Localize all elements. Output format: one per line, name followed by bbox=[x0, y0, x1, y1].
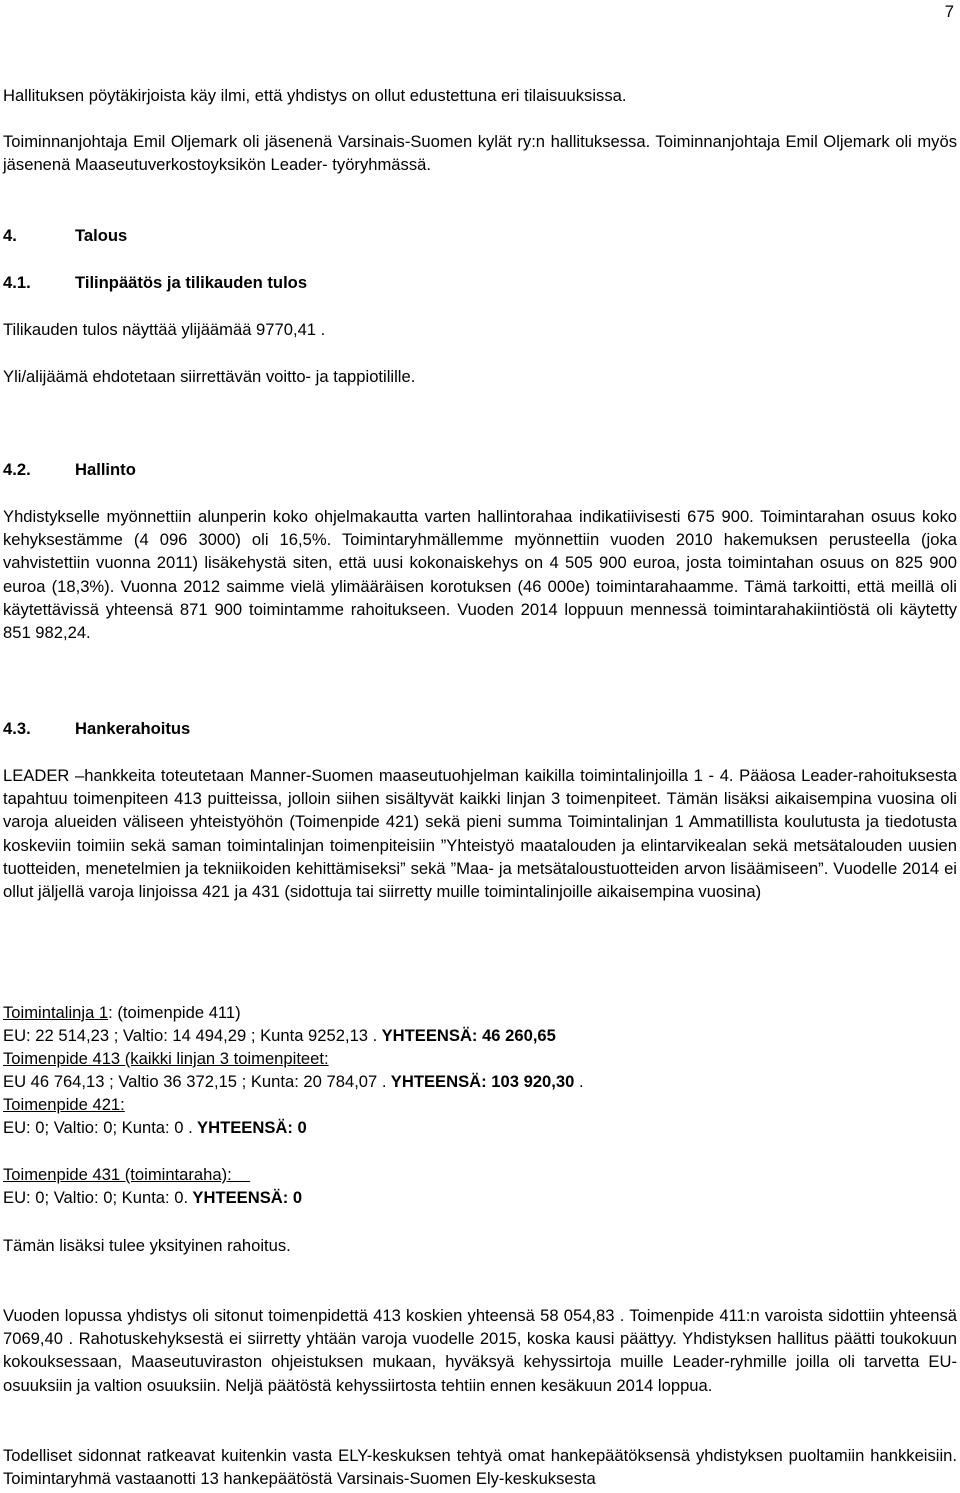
measure-413-heading: Toimenpide 413 (kaikki linjan 3 toimenpiteet: bbox=[3, 1049, 329, 1068]
measure-421-amounts: EU: 0; Valtio: 0; Kunta: 0 . bbox=[3, 1118, 193, 1137]
administration-paragraph: Yhdistykselle myönnettiin alunperin koko ohjelmakautta varten hallintorahaa indikatiivisesti 675 900. Toimintarahan osuus koko kehyksestämme (4 096 3000) oli 16,5%. Toimintaryhmällemme myönnettiin vuoden 2010 hakemuksen perusteella (joka vahvistettiin vuonna 2011) lisäkehystä siten, että uusi kokonaiskehys on 4 505 900 euroa, josta toimintahan osuus on 825 900 euroa (18,3%). Vuonna 2012 saimme vielä ylimääräisen korotuksen (46 000e) toimintarahaamme. Tämä tarkoitti, että meillä oli käytettävissä yhteensä 871 900 toimintamme rahoitukseen. Vuoden 2014 loppuun mennessä toimintarahakiintiöstä oli käytetty 851 982,24. bbox=[3, 507, 957, 643]
private-funding-note: Tämän lisäksi tulee yksityinen rahoitus. bbox=[3, 1236, 291, 1255]
section-heading-hankerahoitus bbox=[3, 717, 190, 740]
measure-411-total: YHTEENSÄ: 46 260,65 bbox=[377, 1026, 556, 1045]
section-title: Talous bbox=[75, 226, 128, 245]
measure-413-values bbox=[3, 1070, 584, 1093]
page-number: 7 bbox=[944, 2, 954, 21]
section-heading-tilinpaatos bbox=[3, 271, 307, 294]
measure-421-total: YHTEENSÄ: 0 bbox=[192, 1118, 307, 1137]
measure-421-values bbox=[3, 1116, 307, 1139]
section-title: Tilinpäätös ja tilikauden tulos bbox=[75, 273, 308, 292]
measure-413-amounts: EU 46 764,13 ; Valtio 36 372,15 ; Kunta: 20 784,07 . bbox=[3, 1072, 387, 1091]
intro-paragraph-2: Toiminnanjohtaja Emil Oljemark oli jäsenenä Varsinais-Suomen kylät ry:n hallituksessa. Toiminnanjohtaja Emil Oljemark oli myös jäsenenä Maaseutuverkostoyksikön Leader- työryhmässä. bbox=[3, 132, 957, 175]
section-heading-hallinto bbox=[3, 458, 136, 481]
measure-431-heading: Toimenpide 431 (toimintaraha): bbox=[3, 1165, 251, 1184]
measure-431-total: YHTEENSÄ: 0 bbox=[188, 1188, 303, 1207]
leader-funding-paragraph: LEADER –hankkeita toteutetaan Manner-Suomen maaseutuohjelman kaikilla toimintalinjoilla 1 - 4. Pääosa Leader-rahoituksesta tapahtuu toimenpiteen 413 puitteissa, jolloin siihen sisältyvät kaikki linjan 3 toimenpiteet. Tämän lisäksi aikaisempina vuosina oli varoja alueiden väliseen yhteistyöhön (Toimenpide 421) sekä pieni summa Toimintalinjan 1 Ammatillista koulutusta ja tiedotusta koskeviin toimiin sekä saman toimintalinjan toimenpiteisiin ”Yhteistyö maatalouden ja elintarvikealan sekä metsätalouden uusien tuotteiden, menetelmien ja tekniikoiden kehittämiseksi” sekä ”Maa- ja metsätaloustuotteiden arvon lisäämiseen”. Vuodelle 2014 ei ollut jäljellä varoja linjoissa 421 ja 431 (sidottuja tai siirretty muille toimintalinjoille aikaisempina vuosina) bbox=[3, 766, 957, 902]
measure-411-heading-rest: : (toimenpide 411) bbox=[108, 1003, 241, 1022]
actual-commitments-paragraph: Todelliset sidonnat ratkeavat kuitenkin vasta ELY-keskuksen tehtyä omat hankepäätöksensä yhdistyksen puoltamiin hankkeisiin. Toimintaryhmä vastaanotti 13 hankepäätöstä Varsinais-Suomen Ely-keskuksesta bbox=[3, 1446, 957, 1489]
commitments-paragraph: Vuoden lopussa yhdistys oli sitonut toimenpidettä 413 koskien yhteensä 58 054,83 . Toimenpide 411:n varoista sidottiin yhteensä 7069,40 . Rahotuskehyksestä ei siirretty yhtään varoja vuodelle 2015, koska kausi päättyy. Yhdistyksen hallitus päätti toukokuun kokouksessaan, Maaseutuviraston ohjeistuksen mukaan, hyväksyä kehyssirtoja muille Leader-ryhmille joilla oli tarvetta EU-osuuksiin ja valtion osuuksiin. Neljä päätöstä kehyssiirtosta tehtiin ennen kesäkuun 2014 loppua. bbox=[3, 1306, 957, 1395]
measure-421-heading: Toimenpide 421: bbox=[3, 1095, 125, 1114]
section-heading-talous bbox=[3, 224, 127, 247]
measure-431-amounts: EU: 0; Valtio: 0; Kunta: 0. bbox=[3, 1188, 189, 1207]
measure-413-total: YHTEENSÄ: 103 920,30 bbox=[386, 1072, 579, 1091]
section-number: 4.3. bbox=[3, 719, 31, 738]
section-number: 4.2. bbox=[3, 460, 31, 479]
surplus-paragraph: Yli/alijäämä ehdotetaan siirrettävän voitto- ja tappiotilille. bbox=[3, 367, 416, 386]
measure-411-heading bbox=[3, 1001, 241, 1024]
measure-411-heading-underlined: Toimintalinja 1 bbox=[3, 1003, 109, 1022]
measure-411-amounts: EU: 22 514,23 ; Valtio: 14 494,29 ; Kunta 9252,13 . bbox=[3, 1026, 378, 1045]
section-title: Hallinto bbox=[75, 460, 136, 479]
measure-411-values bbox=[3, 1024, 556, 1047]
section-title: Hankerahoitus bbox=[75, 719, 191, 738]
result-paragraph: Tilikauden tulos näyttää ylijäämää 9770,41 . bbox=[3, 320, 326, 339]
section-number: 4.1. bbox=[3, 273, 31, 292]
section-number: 4. bbox=[3, 226, 17, 245]
measure-413-end: . bbox=[578, 1072, 584, 1091]
measure-431-values bbox=[3, 1186, 302, 1209]
intro-paragraph-1: Hallituksen pöytäkirjoista käy ilmi, että yhdistys on ollut edustettuna eri tilaisuuksissa. bbox=[3, 86, 627, 105]
